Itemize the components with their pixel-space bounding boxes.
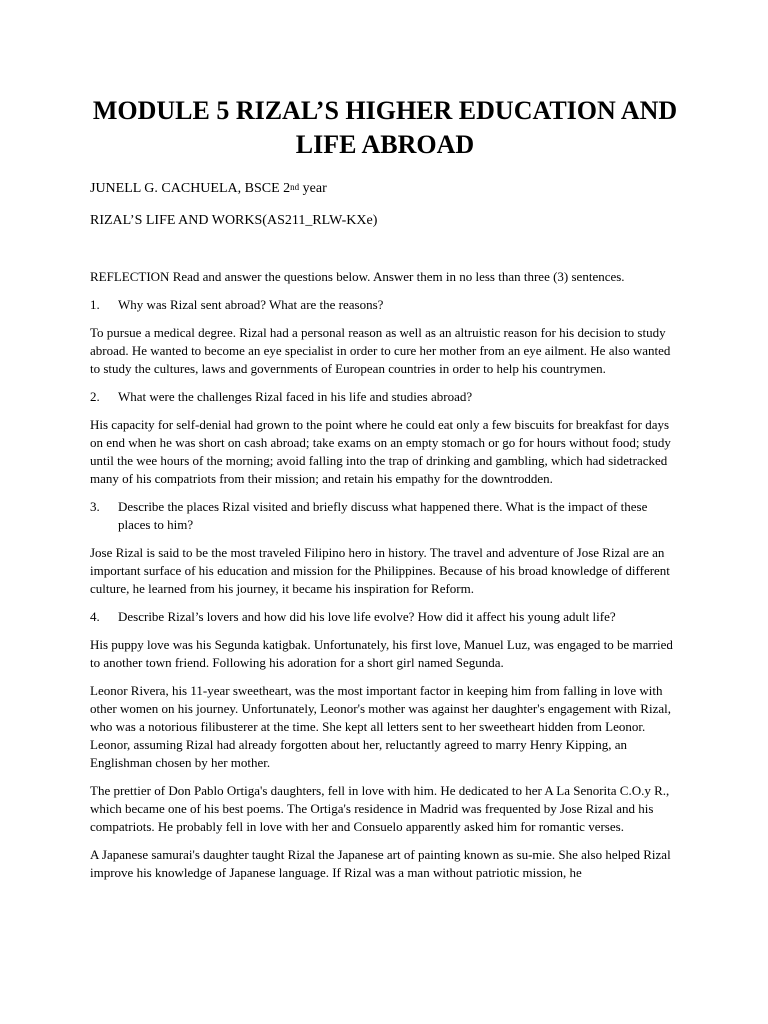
answer-paragraph: [90, 416, 680, 488]
question-item: [90, 296, 680, 314]
author-name: JUNELL G. CACHUELA, BSCE 2: [90, 181, 291, 196]
course-line: RIZAL’S LIFE AND WORKS(AS211_RLW-KXe): [90, 213, 378, 228]
question-number: 2.: [90, 389, 100, 404]
answer-text: The prettier of Don Pablo Ortiga's daughters, fell in love with him. He dedicated to her A La Senorita C.O.y R., which became one of his best poems. The Ortiga's residence in Madrid was frequented by Jose Rizal and his compatriots. He probably fell in love with her and Consuelo apparently asked him for romantic verses.: [90, 783, 670, 834]
questions-section: [90, 296, 680, 882]
question-item: [90, 498, 680, 534]
title-line-1: MODULE 5 RIZAL’S HIGHER EDUCATION AND: [92, 96, 678, 125]
question-text: Describe the places Rizal visited and briefly discuss what happened there. What is the impact of these places to him?: [118, 499, 648, 532]
author-line: [90, 180, 680, 198]
question-item: [90, 388, 680, 406]
question-text: Describe Rizal’s lovers and how did his love life evolve? How did it affect his young adult life?: [118, 609, 616, 624]
answer-paragraph: [90, 682, 680, 772]
question-number: 4.: [90, 609, 100, 624]
title-line-2: LIFE ABROAD: [295, 130, 475, 159]
question-text: What were the challenges Rizal faced in his life and studies abroad?: [118, 389, 473, 404]
answer-text: To pursue a medical degree. Rizal had a personal reason as well as an altruistic reason for his decision to study abroad. He wanted to become an eye specialist in order to cure her mother from an eye ailment. He also wanted to study the cultures, laws and governments of European countries in order to help his countrymen.: [90, 325, 671, 376]
answer-text: Leonor Rivera, his 11-year sweetheart, was the most important factor in keeping him from falling in love with other women on his journey. Unfortunately, Leonor's mother was against her daughter's engagement with Rizal, who was a notorious filibusterer at the time. She kept all letters sent to her sweetheart hidden from Leonor. Leonor, assuming Rizal had already forgotten about her, reluctantly agreed to marry Henry Kipping, an Englishman chosen by her mother.: [90, 683, 671, 770]
reflection-instructions: REFLECTION Read and answer the questions below. Answer them in no less than three (3) sentences.: [90, 269, 625, 284]
author-year: year: [299, 181, 327, 196]
answer-text: Jose Rizal is said to be the most traveled Filipino hero in history. The travel and adventure of Jose Rizal are an important surface of his education and mission for the Philippines. Because of his broad knowledge of different culture, he learned from his journey, it became his inspiration for Reform.: [90, 545, 670, 596]
question-number: 3.: [90, 499, 100, 514]
answer-text: A Japanese samurai's daughter taught Rizal the Japanese art of painting known as su-mie. She also helped Rizal improve his knowledge of Japanese language. If Rizal was a man without patriotic mission, he: [90, 847, 671, 880]
answer-text: His capacity for self-denial had grown to the point where he could eat only a few biscuits for breakfast for days on end when he was short on cash abroad; take exams on an empty stomach or go for hours without food; study until the wee hours of the morning; avoid falling into the trap of drinking and gambling, which had sidetracked many of his compatriots from their mission; and retain his empathy for the downtrodden.: [90, 417, 671, 486]
answer-text: His puppy love was his Segunda katigbak. Unfortunately, his first love, Manuel Luz, was engaged to be married to another town friend. Following his adoration for a short girl named Segunda.: [90, 637, 673, 670]
answer-paragraph: [90, 846, 680, 882]
question-number: 1.: [90, 297, 100, 312]
answer-paragraph: [90, 544, 680, 598]
answer-paragraph: [90, 324, 680, 378]
page-title: [90, 0, 680, 162]
author-ordinal: nd: [290, 182, 300, 192]
answer-paragraph: [90, 636, 680, 672]
question-item: [90, 608, 680, 626]
question-text: Why was Rizal sent abroad? What are the reasons?: [118, 297, 384, 312]
answer-paragraph: [90, 782, 680, 836]
